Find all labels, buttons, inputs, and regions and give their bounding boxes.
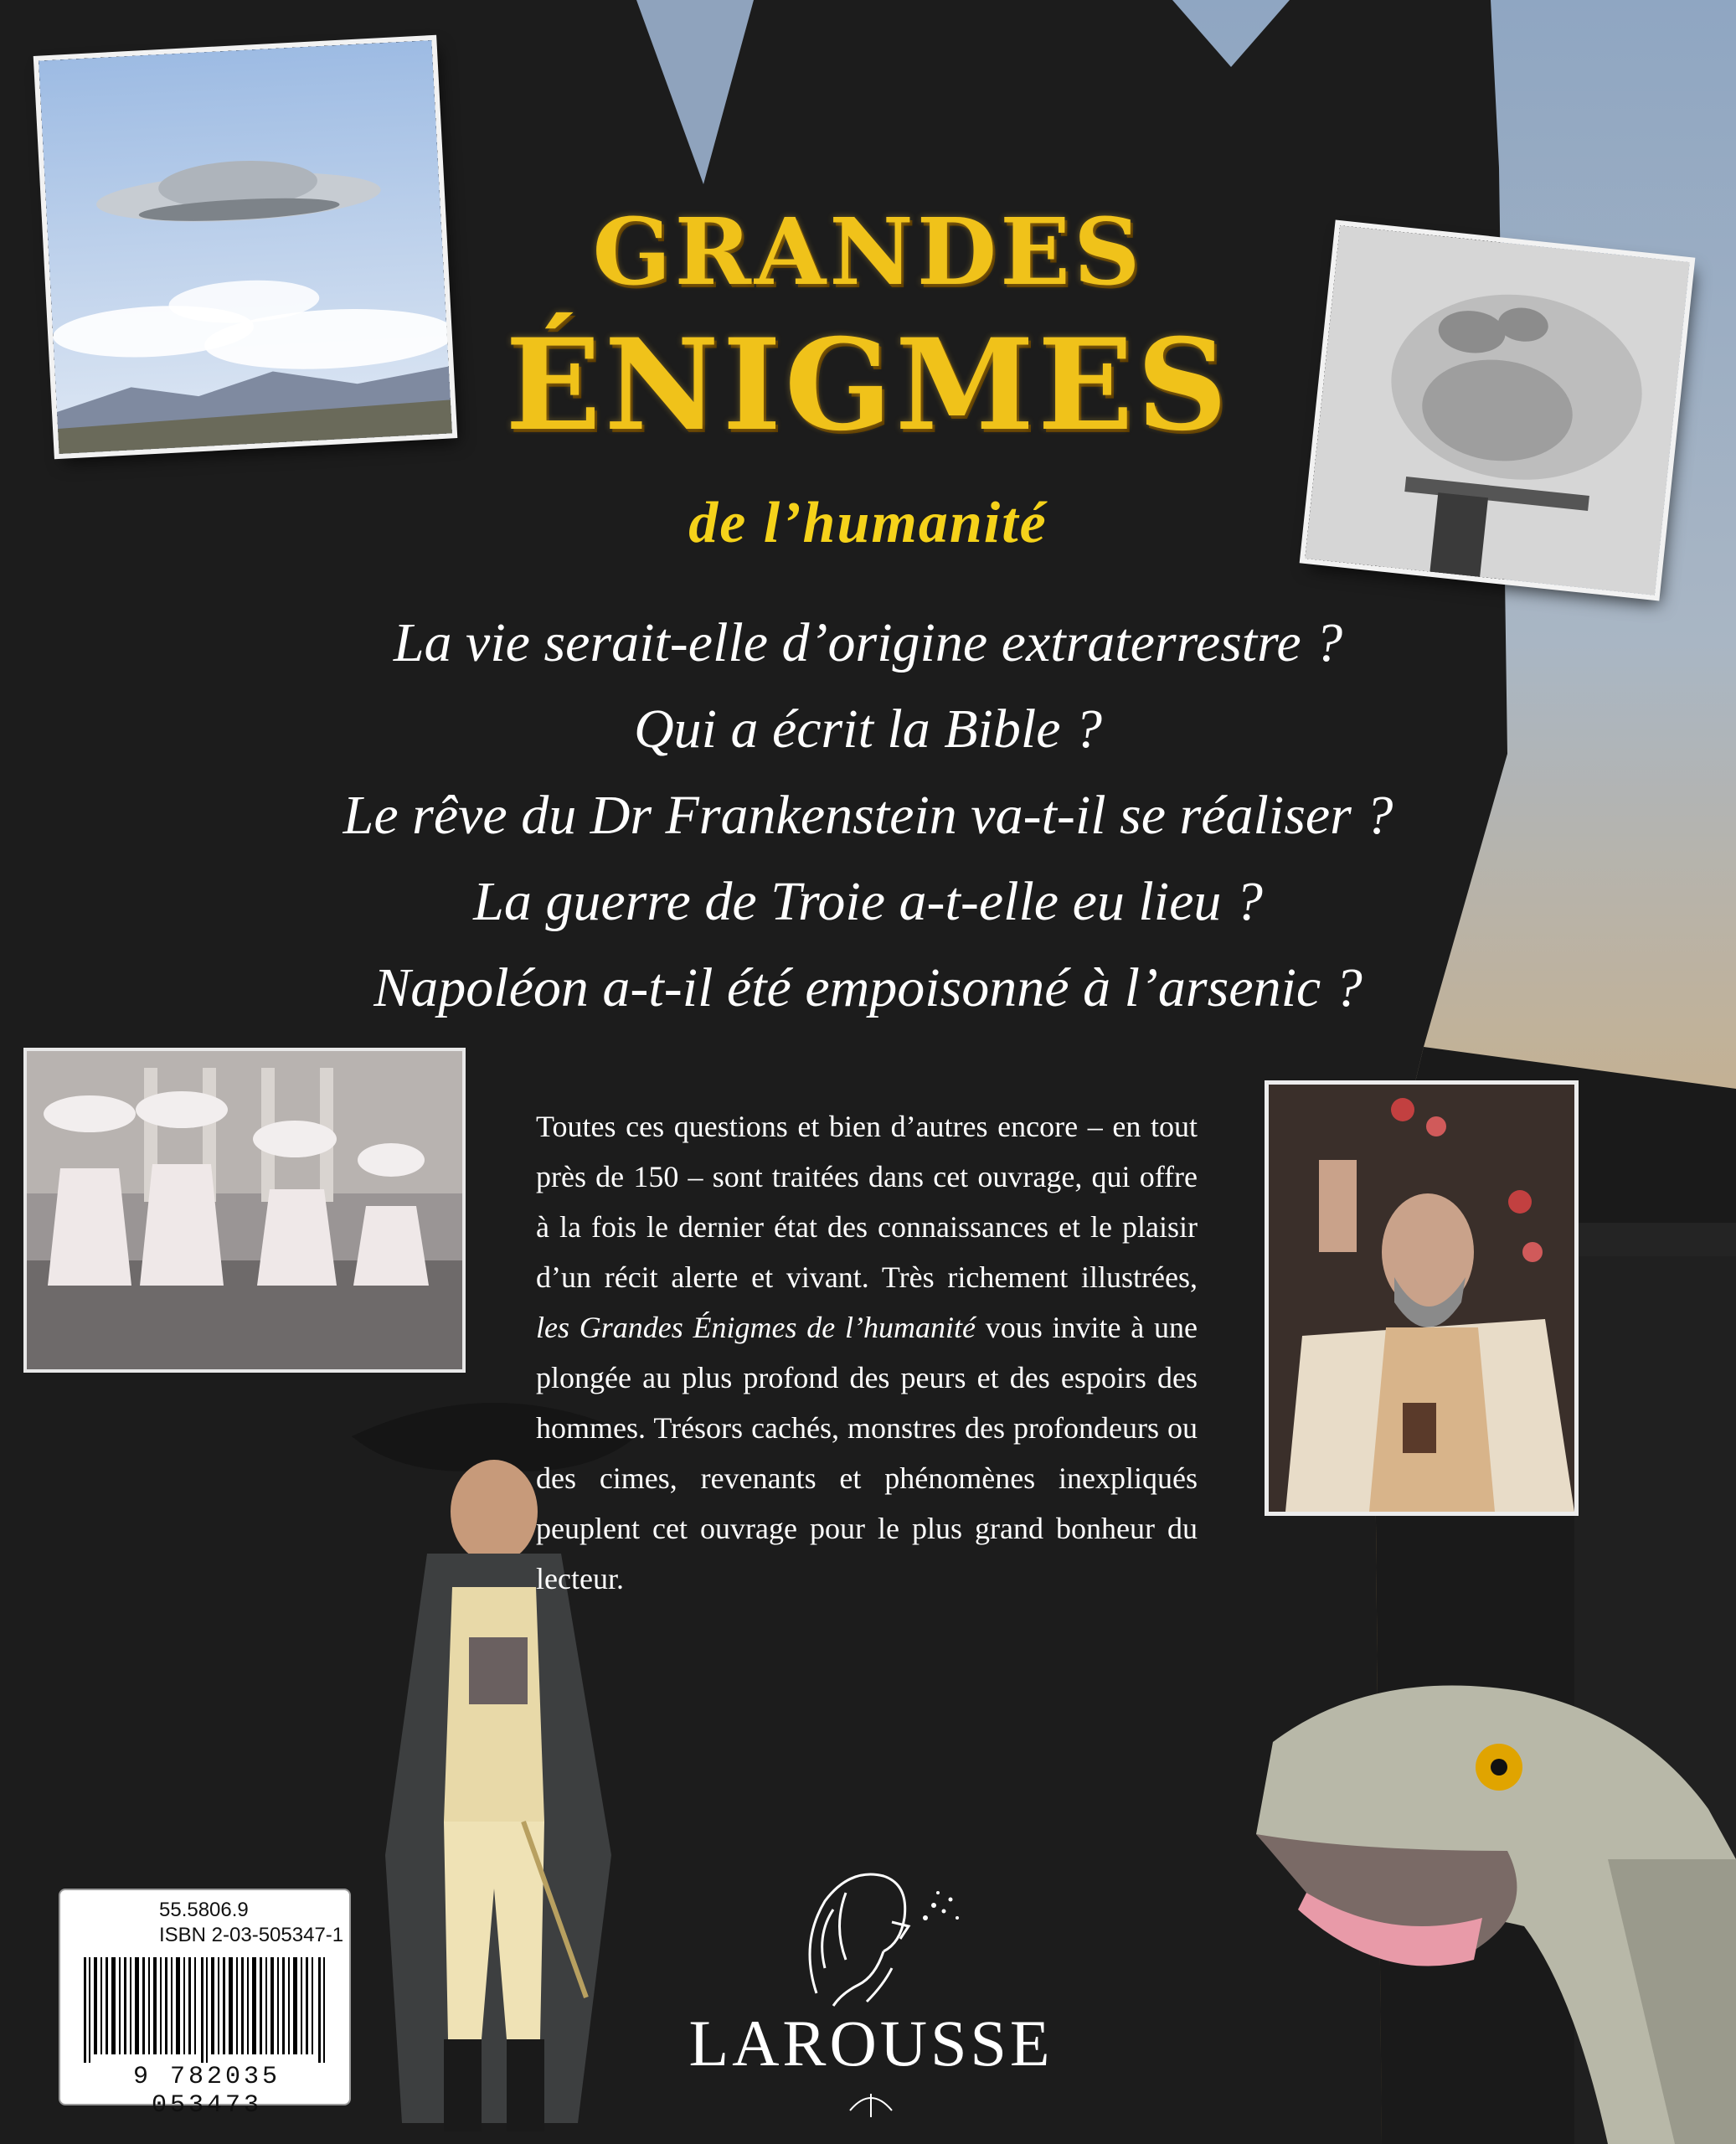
barcode-number: 9 782035 053473 xyxy=(132,2063,281,2120)
description-part1: Toutes ces questions et bien d’autres encore – en tout près de 150 – sont traitées dans cet ouvrage, qui offre à la fois le dernier état des connaissances et le plaisir d’un récit alerte et vivant. Très richement illustrées, xyxy=(536,1110,1198,1294)
description-part2: vous invite à une plongée au plus profond des peurs et des espoirs des hommes. Trésors cachés, monstres des profondeurs ou des cimes, revenants et phénomènes inexpliqués peuplent cet ouvrage pour le plus grand bonheur du lecteur. xyxy=(536,1311,1198,1595)
question-1: La vie serait-elle d’origine extraterrestre ? xyxy=(393,612,1343,673)
publisher-name: LAROUSSE xyxy=(688,2007,1053,2080)
title-grandes: GRANDES xyxy=(592,198,1144,306)
barcode-icon xyxy=(80,1957,332,2063)
dinosaur-illustration xyxy=(1206,1642,1736,2144)
question-5: Napoléon a-t-il été empoisonné à l’arsenic ? xyxy=(373,957,1363,1018)
question-2: Qui a écrit la Bible ? xyxy=(633,698,1103,760)
description-title-reference: les Grandes Énigmes de l’humanité xyxy=(536,1311,976,1344)
girls-photo xyxy=(27,1051,462,1369)
barcode-label xyxy=(59,1889,351,2120)
product-code: 55.5806.9 xyxy=(159,1899,249,1921)
subtitle: de l’humanité xyxy=(688,491,1048,555)
priest-photo xyxy=(1269,1085,1574,1512)
title-enigmes: ÉNIGMES xyxy=(505,312,1231,459)
isbn: ISBN 2-03-505347-1 xyxy=(159,1924,344,1946)
question-3: Le rêve du Dr Frankenstein va-t-il se réaliser ? xyxy=(343,785,1393,846)
question-4: La guerre de Troie a-t-elle eu lieu ? xyxy=(473,871,1263,932)
leaf-ornament-icon xyxy=(842,2085,900,2119)
description-text xyxy=(536,1101,1198,1604)
